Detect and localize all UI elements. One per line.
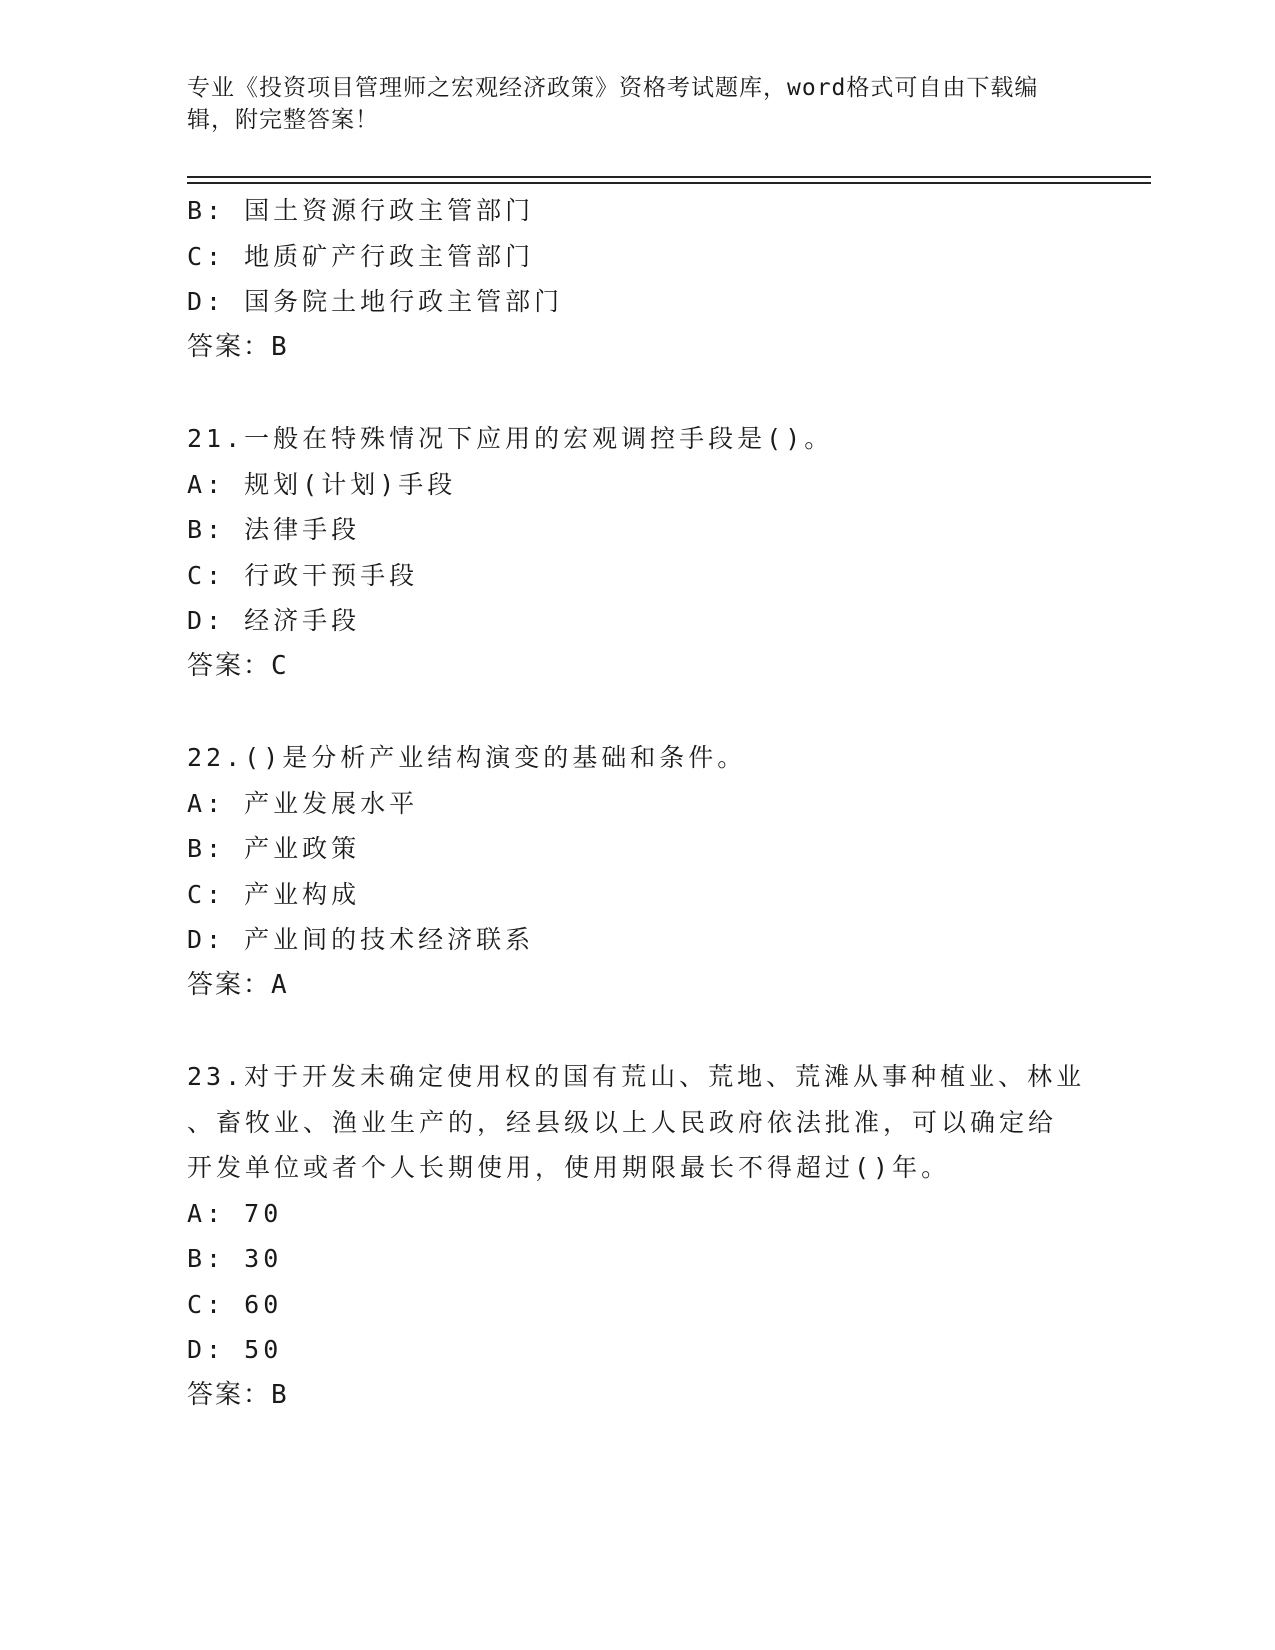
answer-line: 答案：A <box>187 969 289 1000</box>
stem-line: 21.一般在特殊情况下应用的宏观调控手段是()。 <box>187 424 834 453</box>
answer-line: 答案：B <box>187 1379 289 1410</box>
option-a: A: 70 <box>187 1198 283 1228</box>
answer-line: 答案：C <box>187 650 289 681</box>
option-b: B: 产业政策 <box>187 834 361 863</box>
question-22 <box>187 735 1087 1008</box>
document-header <box>187 72 1067 136</box>
option-d: D: 产业间的技术经济联系 <box>187 925 535 954</box>
stem-line: 开发单位或者个人长期使用，使用期限最长不得超过()年。 <box>187 1153 951 1182</box>
stem-line: 23.对于开发未确定使用权的国有荒山、荒地、荒滩从事种植业、林业 <box>187 1062 1086 1091</box>
option-c: C: 60 <box>187 1289 283 1319</box>
header-line-2: 辑，附完整答案！ <box>187 107 379 133</box>
question-23 <box>187 1054 1087 1418</box>
header-line-1: 专业《投资项目管理师之宏观经济政策》资格考试题库，word格式可自由下载编 <box>187 75 1039 101</box>
option-a: A: 规划(计划)手段 <box>187 469 457 499</box>
prev-question-block <box>187 188 1087 370</box>
option-c: C: 行政干预手段 <box>187 560 419 590</box>
stem-line: 、畜牧业、渔业生产的，经县级以上人民政府依法批准，可以确定给 <box>187 1107 1058 1137</box>
option-d: D: 国务院土地行政主管部门 <box>187 287 564 316</box>
spacer <box>187 1008 1087 1054</box>
question-21 <box>187 416 1087 689</box>
spacer <box>187 370 1087 416</box>
option-c: C: 产业构成 <box>187 879 361 909</box>
question-stem <box>187 735 1067 781</box>
spacer <box>187 689 1087 735</box>
option-d: D: 经济手段 <box>187 606 361 635</box>
option-b: B: 30 <box>187 1244 283 1273</box>
header-divider-bottom <box>187 182 1151 184</box>
question-stem <box>187 1054 1086 1191</box>
option-b: B: 国土资源行政主管部门 <box>187 196 535 225</box>
question-list <box>187 188 1087 1418</box>
stem-line: 22.()是分析产业结构演变的基础和条件。 <box>187 743 747 772</box>
question-stem <box>187 416 1067 462</box>
header-divider-top <box>187 176 1151 178</box>
option-a: A: 产业发展水平 <box>187 788 419 818</box>
option-d: D: 50 <box>187 1335 283 1364</box>
option-c: C: 地质矿产行政主管部门 <box>187 241 535 271</box>
answer-line: 答案：B <box>187 331 289 362</box>
option-b: B: 法律手段 <box>187 515 361 544</box>
